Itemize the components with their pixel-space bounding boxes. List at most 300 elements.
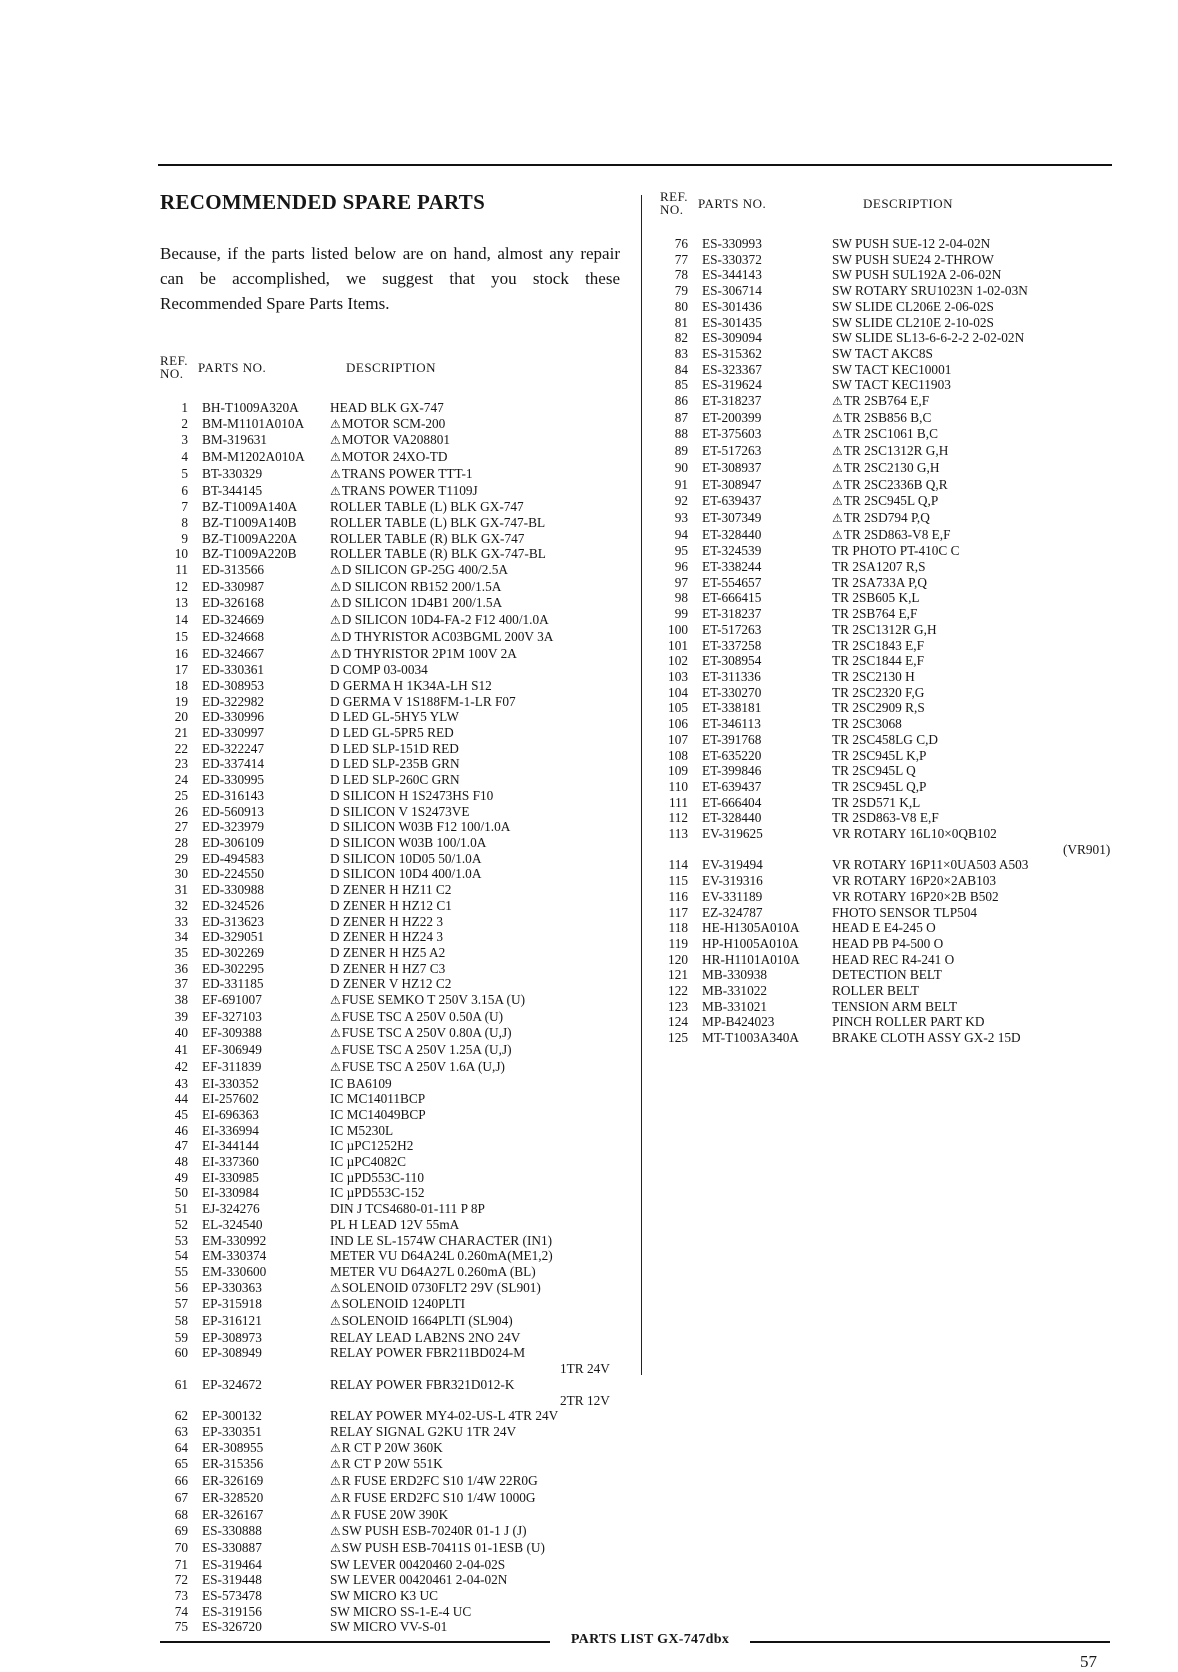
row-parts-no: BZ-T1009A140B xyxy=(202,514,297,530)
row-description-text: IND LE SL-1574W CHARACTER (IN1) xyxy=(330,1232,553,1248)
row-description xyxy=(330,515,545,531)
row-description xyxy=(330,499,524,515)
row-description xyxy=(330,1076,392,1092)
table-row xyxy=(160,546,630,562)
row-description-text: HEAD BLK GX-747 xyxy=(330,400,444,415)
row-description-text: D COMP 03-0034 xyxy=(330,662,428,678)
table-row xyxy=(160,1330,630,1346)
row-parts-no: ES-315362 xyxy=(702,345,762,361)
row-description-text: ROLLER TABLE (R) BLK GX-747-BL xyxy=(330,546,546,562)
table-row xyxy=(160,1572,630,1588)
row-description-text: D SILICON RB152 200/1.5A xyxy=(341,578,502,594)
warning-icon: ⚠ xyxy=(330,1440,341,1455)
table-row xyxy=(660,283,1120,299)
row-description xyxy=(330,819,510,835)
row-parts-no: HP-H1005A010A xyxy=(702,935,799,951)
row-description xyxy=(832,905,977,921)
row-description xyxy=(832,393,929,410)
warning-icon: ⚠ xyxy=(330,1026,341,1041)
row-ref-no: 38 xyxy=(174,992,188,1008)
row-parts-no: EF-327103 xyxy=(202,1008,262,1024)
row-description-text: TR 2SC945L Q,P xyxy=(832,778,927,794)
table-row xyxy=(660,527,1120,544)
row-parts-no: EP-330363 xyxy=(202,1279,262,1295)
row-description xyxy=(832,267,1001,283)
row-description xyxy=(330,1217,459,1233)
row-ref-no: 100 xyxy=(668,621,688,637)
row-parts-no: ET-318237 xyxy=(702,606,762,622)
table-row xyxy=(160,1473,630,1490)
table-row xyxy=(160,595,630,612)
table-row xyxy=(160,1424,630,1440)
row-description-text: SW MICRO VV-S-01 xyxy=(330,1619,448,1635)
warning-icon: ⚠ xyxy=(330,1043,341,1058)
table-row xyxy=(660,779,1120,795)
row-description xyxy=(330,483,478,500)
row-description-text: SW PUSH ESB-70411S 01-1ESB (U) xyxy=(341,1539,545,1555)
row-ref-no: 120 xyxy=(668,951,688,967)
row-description xyxy=(832,653,924,669)
row-parts-no: ED-324668 xyxy=(202,628,265,644)
row-description xyxy=(330,466,473,483)
row-ref-no: 96 xyxy=(674,559,688,575)
row-description-text: R FUSE 20W 390K xyxy=(341,1506,449,1522)
table-row xyxy=(660,575,1120,591)
row-ref-no: 111 xyxy=(669,794,688,810)
row-description xyxy=(330,612,549,629)
row-description-text: D LED GL-5HY5 YLW xyxy=(330,709,459,725)
row-description xyxy=(330,432,450,449)
table-row xyxy=(660,905,1120,921)
row-ref-no: 76 xyxy=(674,236,688,251)
row-description-text: VR ROTARY 16P20×2B B502 xyxy=(832,888,999,904)
row-ref-no: 59 xyxy=(174,1329,188,1345)
row-ref-no: 22 xyxy=(174,740,188,756)
row-description xyxy=(330,882,451,898)
row-description-text: TR 2SB605 K,L xyxy=(832,590,920,606)
row-ref-no: 1 xyxy=(181,400,188,415)
row-ref-no: 25 xyxy=(174,787,188,803)
row-ref-no: 101 xyxy=(668,637,688,653)
row-parts-no: EF-691007 xyxy=(202,992,262,1008)
header-description: DESCRIPTION xyxy=(346,360,437,375)
row-description xyxy=(330,1345,525,1361)
row-description xyxy=(832,795,920,811)
row-ref-no: 94 xyxy=(674,526,688,542)
row-description-text: ROLLER TABLE (L) BLK GX-747-BL xyxy=(330,514,546,530)
row-description xyxy=(330,546,546,562)
row-description-text: TR 2SC3068 xyxy=(832,716,902,732)
table-row xyxy=(660,920,1120,936)
row-description-text: SW TACT KEC10001 xyxy=(832,361,952,377)
table-row xyxy=(160,914,630,930)
row-description-text: FUSE TSC A 250V 0.80A (U,J) xyxy=(341,1025,512,1041)
row-description-text: R FUSE ERD2FC S10 1/4W 1000G xyxy=(341,1489,536,1505)
row-parts-no: ED-313623 xyxy=(202,913,265,929)
table-row xyxy=(160,1233,630,1249)
row-ref-no: 37 xyxy=(174,976,188,992)
row-description xyxy=(832,283,1028,299)
table-row xyxy=(660,393,1120,410)
row-parts-no: EI-330985 xyxy=(202,1169,259,1185)
row-description-text: TR 2SC1843 E,F xyxy=(832,637,924,653)
row-parts-no: ES-309094 xyxy=(702,330,762,346)
row-description-text: IC MC14049BCP xyxy=(330,1106,426,1122)
header-parts-no: PARTS NO. xyxy=(698,196,767,211)
row-description-text: D ZENER V HZ12 C2 xyxy=(330,976,452,992)
row-description-text: SW MICRO K3 UC xyxy=(330,1588,438,1604)
row-description xyxy=(832,346,933,362)
row-description xyxy=(330,1473,538,1490)
row-ref-no: 39 xyxy=(174,1008,188,1024)
row-ref-no: 69 xyxy=(174,1523,188,1539)
row-description xyxy=(330,1424,516,1440)
row-ref-no: 84 xyxy=(674,361,688,377)
table-row xyxy=(160,741,630,757)
table-row xyxy=(160,449,630,466)
header-parts-no: PARTS NO. xyxy=(198,360,267,375)
row-parts-no: ET-324539 xyxy=(702,543,762,559)
row-description xyxy=(330,866,481,882)
row-description-text: TR 2SC2909 R,S xyxy=(832,700,925,716)
row-description xyxy=(330,531,524,547)
row-description xyxy=(832,477,948,494)
row-parts-no: EZ-324787 xyxy=(702,904,763,920)
row-description-text: SOLENOID 0730FLT2 29V (SL901) xyxy=(341,1279,541,1295)
table-row xyxy=(160,851,630,867)
row-description-text: D SILICON 10D4-FA-2 F12 400/1.0A xyxy=(341,612,549,628)
table-row xyxy=(660,267,1120,283)
warning-icon: ⚠ xyxy=(832,427,843,442)
row-description xyxy=(330,1201,485,1217)
row-ref-no: 12 xyxy=(174,578,188,594)
row-description-text: D LED GL-5PR5 RED xyxy=(330,725,454,741)
row-description-text: IC M5230L xyxy=(330,1122,394,1138)
table-row xyxy=(160,1280,630,1297)
row-parts-no: EM-330600 xyxy=(202,1263,267,1279)
row-parts-no: ED-494583 xyxy=(202,850,265,866)
row-parts-no: ET-330270 xyxy=(702,684,762,700)
row-description xyxy=(330,678,492,694)
row-ref-no: 109 xyxy=(668,763,688,779)
table-row xyxy=(660,315,1120,331)
row-description xyxy=(832,748,926,764)
row-description xyxy=(832,299,994,315)
row-description xyxy=(330,1588,438,1604)
table-row xyxy=(160,1345,630,1361)
table-row xyxy=(660,716,1120,732)
row-parts-no: MT-T1003A340A xyxy=(702,1030,800,1046)
row-description-text: D SILICON GP-25G 400/2.5A xyxy=(341,562,508,578)
table-row xyxy=(160,579,630,596)
row-description-text: MOTOR VA208801 xyxy=(341,432,451,448)
table-row xyxy=(160,835,630,851)
row-description xyxy=(832,575,927,591)
row-description xyxy=(832,426,938,443)
row-ref-no: 79 xyxy=(674,283,688,299)
row-description xyxy=(832,826,997,842)
row-ref-no: 118 xyxy=(668,920,688,936)
row-parts-no: ES-319448 xyxy=(202,1572,262,1588)
row-description-text: SW MICRO SS-1-E-4 UC xyxy=(330,1603,472,1619)
row-parts-no: EI-257602 xyxy=(202,1091,259,1107)
row-description-text: D ZENER H HZ7 C3 xyxy=(330,960,446,976)
table-row xyxy=(160,1264,630,1280)
warning-icon: ⚠ xyxy=(330,1280,341,1295)
row-ref-no: 17 xyxy=(174,662,188,678)
row-parts-no: EM-330992 xyxy=(202,1232,267,1248)
row-parts-no: BZ-T1009A140A xyxy=(202,499,298,515)
row-parts-no: ED-324526 xyxy=(202,897,265,913)
table-row xyxy=(160,1490,630,1507)
table-row xyxy=(160,725,630,741)
table-row xyxy=(160,562,630,579)
table-row xyxy=(660,410,1120,427)
row-description xyxy=(330,725,454,741)
row-parts-no: ED-306109 xyxy=(202,834,265,850)
row-description-text: TR 2SC1312R G,H xyxy=(832,621,937,637)
page-number: 57 xyxy=(1080,1652,1097,1671)
row-ref-no: 105 xyxy=(668,700,688,716)
row-description-text: TR 2SB764 E,F xyxy=(832,606,918,622)
warning-icon: ⚠ xyxy=(330,596,341,611)
warning-icon: ⚠ xyxy=(330,563,341,578)
row-description-text: D ZENER H HZ24 3 xyxy=(330,929,444,945)
row-description-text: TR 2SC1844 E,F xyxy=(832,653,924,669)
row-description xyxy=(832,779,926,795)
row-parts-no: BT-330329 xyxy=(202,465,263,481)
row-description-text: SOLENOID 1240PLTI xyxy=(341,1296,466,1312)
warning-icon: ⚠ xyxy=(330,646,341,661)
row-description xyxy=(330,945,445,961)
table-row xyxy=(160,898,630,914)
table-row xyxy=(160,819,630,835)
row-parts-no: EI-330984 xyxy=(202,1185,259,1201)
row-description-text: D ZENER H HZ12 C1 xyxy=(330,897,452,913)
row-parts-no: BM-M1202A010A xyxy=(202,449,305,465)
row-description xyxy=(330,788,493,804)
row-description-text: D ZENER H HZ22 3 xyxy=(330,913,444,929)
row-parts-no: ET-375603 xyxy=(702,426,762,442)
row-description xyxy=(832,460,939,477)
table-row xyxy=(160,1248,630,1264)
row-description-text: TR 2SB856 B,C xyxy=(843,409,932,425)
row-parts-no: EV-319316 xyxy=(702,873,763,889)
row-parts-no: ED-560913 xyxy=(202,803,265,819)
table-row xyxy=(660,252,1120,268)
row-ref-no: 54 xyxy=(174,1248,188,1264)
row-ref-no: 61 xyxy=(174,1376,188,1392)
table-row xyxy=(160,1456,630,1473)
header-ref-no: REF. NO. xyxy=(160,353,189,381)
row-parts-no: ED-330995 xyxy=(202,772,265,788)
row-ref-no: 48 xyxy=(174,1154,188,1170)
intro-paragraph: Because, if the parts listed below are on hand, almost any repair can be accomplished, we suggest that you stock these Recommended Spare Parts Items. xyxy=(160,244,620,313)
table-row xyxy=(660,460,1120,477)
table-row xyxy=(660,330,1120,346)
row-parts-no: ED-330987 xyxy=(202,578,265,594)
table-row xyxy=(160,945,630,961)
row-description-text: MOTOR SCM-200 xyxy=(341,415,446,431)
row-ref-no: 40 xyxy=(174,1025,188,1041)
warning-icon: ⚠ xyxy=(330,433,341,448)
row-description xyxy=(330,646,517,663)
table-row xyxy=(660,826,1120,842)
table-row xyxy=(660,622,1120,638)
row-description-text: TR 2SC945L K,P xyxy=(832,747,927,763)
row-description xyxy=(832,685,924,701)
row-ref-no: 73 xyxy=(174,1588,188,1604)
row-description-text: DIN J TCS4680-01-111 P 8P xyxy=(330,1201,485,1217)
row-parts-no: ES-330372 xyxy=(702,251,762,267)
row-description-text: TR 2SA1207 R,S xyxy=(832,559,926,575)
row-parts-no: MB-331021 xyxy=(702,998,768,1014)
row-ref-no: 50 xyxy=(174,1185,188,1201)
row-description xyxy=(330,772,460,788)
table-row xyxy=(660,732,1120,748)
row-parts-no: EF-309388 xyxy=(202,1025,262,1041)
table-row xyxy=(660,346,1120,362)
row-ref-no: 4 xyxy=(181,449,188,465)
table-row xyxy=(160,1217,630,1233)
row-ref-no: 7 xyxy=(181,499,188,515)
row-description-continued: 1TR 24V xyxy=(560,1361,610,1377)
row-parts-no: EP-330351 xyxy=(202,1424,262,1439)
row-description xyxy=(330,1377,514,1393)
table-row xyxy=(660,443,1120,460)
row-parts-no: ER-326169 xyxy=(202,1473,264,1489)
row-ref-no: 51 xyxy=(174,1201,188,1217)
row-ref-no: 93 xyxy=(674,509,688,525)
row-parts-no: ER-328520 xyxy=(202,1489,264,1505)
row-ref-no: 10 xyxy=(174,546,188,562)
row-description xyxy=(330,1170,424,1186)
row-ref-no: 117 xyxy=(668,904,688,920)
row-description xyxy=(330,694,516,710)
row-description xyxy=(832,252,994,268)
table-row xyxy=(160,1604,630,1620)
warning-icon: ⚠ xyxy=(330,1297,341,1312)
row-parts-no: BT-344145 xyxy=(202,482,263,498)
row-description-text: FHOTO SENSOR TLP504 xyxy=(832,904,978,920)
row-ref-no: 30 xyxy=(174,866,188,882)
row-parts-no: EI-344144 xyxy=(202,1138,259,1154)
row-ref-no: 119 xyxy=(668,935,688,951)
warning-icon: ⚠ xyxy=(330,466,341,481)
table-row xyxy=(160,961,630,977)
row-description-text: RELAY SIGNAL G2KU 1TR 24V xyxy=(330,1424,517,1439)
row-ref-no: 74 xyxy=(174,1603,188,1619)
row-ref-no: 60 xyxy=(174,1345,188,1361)
row-parts-no: EI-696363 xyxy=(202,1106,259,1122)
row-description xyxy=(832,1030,1021,1046)
table-row xyxy=(160,1091,630,1107)
warning-icon: ⚠ xyxy=(330,416,341,431)
row-description-text: FUSE TSC A 250V 0.50A (U) xyxy=(341,1008,504,1024)
row-ref-no: 19 xyxy=(174,693,188,709)
row-description-continued: 2TR 12V xyxy=(560,1392,610,1408)
row-description xyxy=(330,1523,527,1540)
row-description xyxy=(330,1572,507,1588)
row-ref-no: 28 xyxy=(174,834,188,850)
table-row xyxy=(660,1030,1120,1046)
row-parts-no: HR-H1101A010A xyxy=(702,951,800,967)
row-description xyxy=(832,983,919,999)
row-parts-no: BM-M1101A010A xyxy=(202,415,305,431)
row-description xyxy=(832,622,937,638)
table-row xyxy=(160,1201,630,1217)
row-parts-no: EJ-324276 xyxy=(202,1201,260,1217)
row-parts-no: ED-322247 xyxy=(202,740,265,756)
row-description-text: VR ROTARY 16L10×0QB102 xyxy=(832,826,997,842)
row-ref-no: 2 xyxy=(181,415,188,431)
row-description-text: TR 2SD863-V8 E,F xyxy=(832,810,939,826)
row-description xyxy=(832,543,959,559)
row-ref-no: 116 xyxy=(668,888,688,904)
row-parts-no: ED-324669 xyxy=(202,612,265,628)
table-row xyxy=(660,299,1120,315)
row-ref-no: 26 xyxy=(174,803,188,819)
row-ref-no: 44 xyxy=(174,1091,188,1107)
warning-icon: ⚠ xyxy=(330,1314,341,1329)
row-ref-no: 3 xyxy=(181,432,188,448)
left-column xyxy=(160,190,630,1635)
table-row xyxy=(660,967,1120,983)
warning-icon: ⚠ xyxy=(832,494,843,509)
row-parts-no: ES-323367 xyxy=(702,361,762,377)
warning-icon: ⚠ xyxy=(330,1540,341,1555)
row-parts-no: ET-308954 xyxy=(702,653,762,669)
row-ref-no: 82 xyxy=(674,330,688,346)
row-description xyxy=(330,709,459,725)
row-description-text: TRANS POWER T1109J xyxy=(341,482,478,498)
row-description xyxy=(330,1296,465,1313)
row-parts-no: ET-666415 xyxy=(702,590,762,606)
row-parts-no: ED-330996 xyxy=(202,709,265,725)
row-description xyxy=(330,1604,471,1620)
row-description-text: BRAKE CLOTH ASSY GX-2 15D xyxy=(832,1030,1021,1046)
row-ref-no: 125 xyxy=(668,1030,688,1046)
row-ref-no: 8 xyxy=(181,514,188,530)
row-ref-no: 99 xyxy=(674,606,688,622)
row-description-text: METER VU D64A24L 0.260mA(ME1,2) xyxy=(330,1248,553,1264)
row-ref-no: 13 xyxy=(174,595,188,611)
row-parts-no: ED-308953 xyxy=(202,677,265,693)
row-parts-no: EL-324540 xyxy=(202,1216,263,1232)
table-row xyxy=(160,1107,630,1123)
row-description xyxy=(330,562,508,579)
row-ref-no: 23 xyxy=(174,756,188,772)
row-parts-no: ED-330361 xyxy=(202,662,265,678)
row-description-text: D GERMA V 1S188FM-1-LR F07 xyxy=(330,693,516,709)
row-description-text: IC µPD553C-152 xyxy=(330,1185,425,1201)
row-description-text: SW SLIDE CL206E 2-06-02S xyxy=(832,298,994,314)
row-ref-no: 20 xyxy=(174,709,188,725)
row-ref-no: 112 xyxy=(668,810,688,826)
row-ref-no: 91 xyxy=(674,476,688,492)
table-row xyxy=(160,1076,630,1092)
row-ref-no: 53 xyxy=(174,1232,188,1248)
row-parts-no: ER-326167 xyxy=(202,1506,264,1522)
row-parts-no: EP-324672 xyxy=(202,1376,262,1392)
row-description-text: D SILICON 10D05 50/1.0A xyxy=(330,850,482,866)
warning-icon: ⚠ xyxy=(330,1507,341,1522)
table-row xyxy=(160,1540,630,1557)
table-row xyxy=(660,748,1120,764)
row-ref-no: 41 xyxy=(174,1042,188,1058)
row-description xyxy=(832,527,951,544)
row-description-text: HEAD E E4-245 O xyxy=(832,920,936,936)
